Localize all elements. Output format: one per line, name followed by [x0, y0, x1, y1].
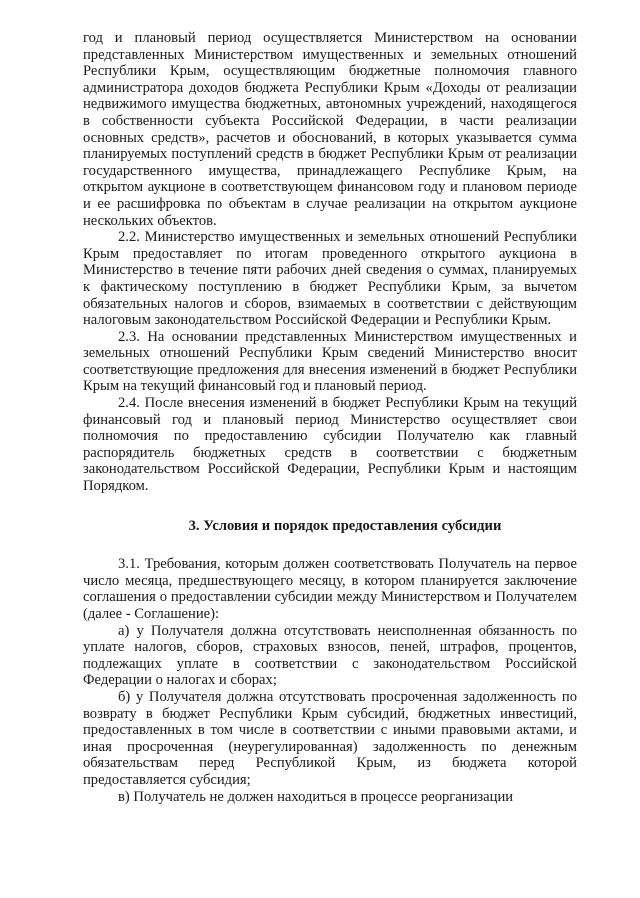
list-item-a: а) у Получателя должна отсутствовать неисполненная обязанность по уплате налогов, сборов, страховых взносов, пеней, штрафов, процентов, подлежащих уплате в соответствии с законодательством Российской Федерации о налогах и сборах; — [83, 622, 577, 689]
paragraph-2-3: 2.3. На основании представленных Министерством имущественных и земельных отношений Республики Крым сведений Министерство вносит соответствующие предложения для внесения изменений в бюджет Республики Крым на текущий финансовый год и плановый период. — [83, 328, 577, 395]
paragraph-2-2: 2.2. Министерство имущественных и земельных отношений Республики Крым предоставляет по итогам проведенного открытого аукциона в Министерство в течение пяти рабочих дней сведения о суммах, планируемых к фактическому поступлению в бюджет Республики Крым, за вычетом обязательных налогов и сборов, взимаемых в соответствии с действующим налоговым законодательством Российской Федерации и Республики Крым. — [83, 229, 577, 329]
continuation-paragraph: год и плановый период осуществляется Министерством на основании представленных Министерством имущественных и земельных отношений Республики Крым, осуществляющим бюджетные полномочия главного администратора доходов бюджета Республики Крым «Доходы от реализации недвижимого имущества бюджетных, автономных учреждений, находящегося в собственности субъекта Российской Федерации, в части реализации основных средств», расчетов и обоснований, в которых указывается сумма планируемых поступлений средств в бюджет Республики Крым от реализации государственного имущества, принадлежащего Республике Крым, на открытом аукционе в соответствующем финансовом году и плановом периоде и ее расшифровка по объектам в случае реализации на открытом аукционе нескольких объектов. — [83, 30, 577, 229]
list-item-b: б) у Получателя должна отсутствовать просроченная задолженность по возврату в бюджет Республики Крым субсидий, бюджетных инвестиций, предоставленных в том числе в соответствии с иными правовыми актами, и иная просроченная (неурегулированная) задолженность по денежным обязательствам перед Республикой Крым, из бюджета которой предоставляется субсидия; — [83, 688, 577, 788]
list-item-v: в) Получатель не должен находиться в процессе реорганизации — [118, 788, 514, 805]
paragraph-2-4: 2.4. После внесения изменений в бюджет Республики Крым на текущий финансовый год и плановый период Министерство осуществляет свои полномочия по предоставлению субсидии Получателю как главный распорядитель бюджетных средств в соответствии с бюджетным законодательством Российской Федерации, Республики Крым и настоящим Порядком. — [83, 395, 577, 495]
section-3-heading: 3. Условия и порядок предоставления субсидии — [188, 517, 502, 534]
paragraph-3-1: 3.1. Требования, которым должен соответствовать Получатель на первое число месяца, предшествующего месяцу, в котором планируется заключение соглашения о предоставлении субсидии между Министерством и Получателем (далее - Соглашение): — [83, 556, 577, 622]
document-page — [83, 30, 577, 805]
